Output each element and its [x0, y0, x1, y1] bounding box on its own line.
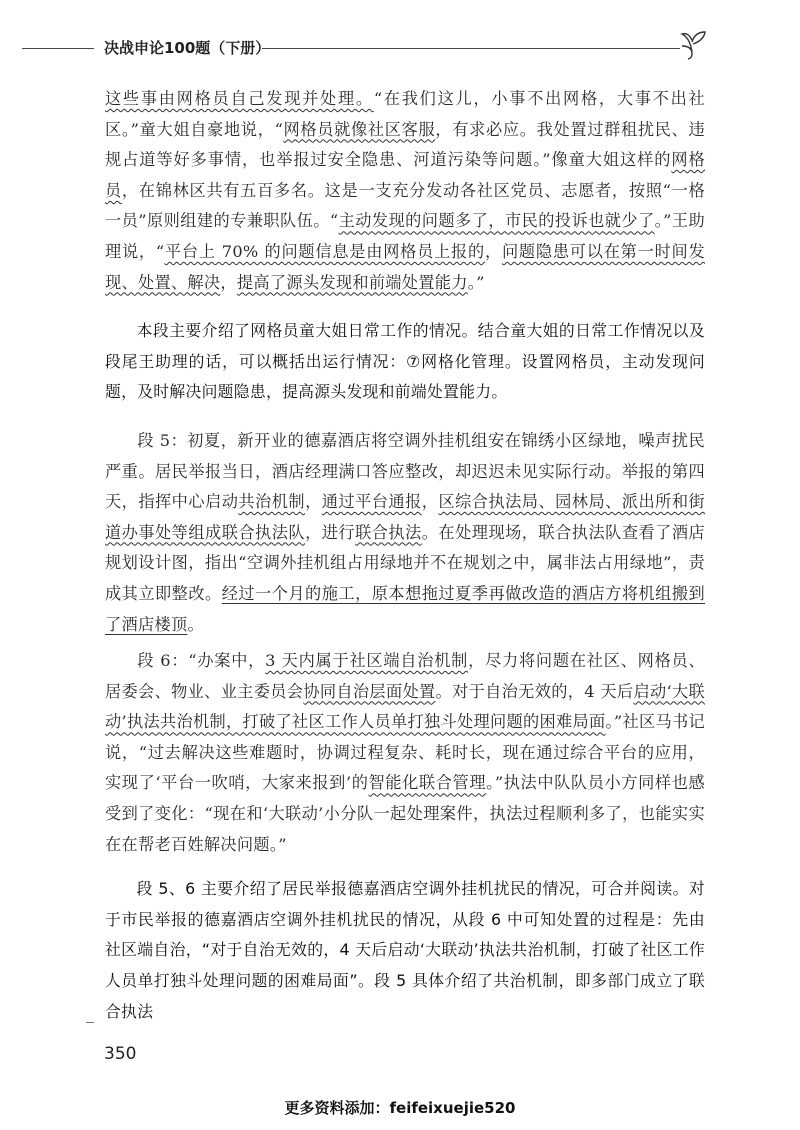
text-run: 本段主要介绍了网格员童大姐日常工作的情况。结合童大姐的日常工作情况以及段尾王助理的话，可以概括出运行情况：⑦网格化管理。设置网格员，主动发现问题，及时解决问题隐患，提高源头发现和前端处置能力。	[105, 321, 705, 402]
underlined-phrase: 3 天内属于社区端自治机制	[265, 651, 469, 671]
page-number: 350	[104, 1044, 137, 1064]
text-run: ，	[220, 272, 237, 292]
page-body	[105, 84, 705, 1027]
text-run: 。	[187, 614, 204, 634]
text-run: ，进行	[305, 522, 356, 542]
text-run: 。”社区马书记说，“过去解决这些难题时，协调过程复杂、耗时长，现在通过综合平台的应用，实现了‘平台一吹哨，大家来报到’的	[105, 712, 705, 793]
text-run: 段 6：“办案中，	[137, 651, 266, 671]
underlined-phrase: 联合执法	[355, 522, 422, 542]
text-run: “在我们这儿，小事不出网格，大事不出社区。”童大姐自豪地说，“	[105, 89, 705, 139]
underlined-phrase: 主动发现的问题多了，市民的投诉也就少了	[338, 211, 655, 231]
underlined-phrase: 通过平台通报	[321, 492, 422, 512]
text-run: 。在处理现场，联合执法队查看了酒店规划设计图，指出“空调外挂机组占用绿地并不在规划之中，属非法占用绿地”，责成其立即整改。	[105, 522, 705, 603]
underlined-phrase: 问题隐患可以在第一时间发现、处置、解决	[105, 241, 705, 292]
underlined-phrase: 启动‘大联动’执法共治机制，打破了社区工作人员单打独斗处理问题的困难局面	[105, 681, 705, 732]
paragraph-p3	[105, 426, 705, 640]
underlined-phrase: 网格员就像社区客服	[283, 119, 436, 139]
footer-note: 更多资料添加：feifeixuejie520	[284, 1099, 516, 1117]
paragraph-p5	[105, 874, 705, 1027]
paragraph-p4	[105, 646, 705, 860]
underlined-phrase: 提高了源头发现和前端处置能力	[236, 272, 468, 292]
underlined-phrase: 网格员	[105, 150, 705, 200]
text-run: ，在锦林区共有五百多名。这是一支充分发动各社区党员、志愿者，按照“一格一员”原则组建的专兼职队伍。“	[105, 180, 705, 231]
paragraph-p1	[105, 84, 705, 298]
underlined-phrase: 区综合执法局、园林局、派出所和街道办事处等组成联合执法队	[105, 492, 705, 542]
margin-mark	[86, 1022, 94, 1023]
text-run: 。对于自治无效的，4 天后	[435, 681, 634, 701]
text-run: 。”王助理说，“	[105, 211, 705, 261]
text-run: 。”	[467, 272, 485, 292]
text-run: 。”执法中队队员小方同样也感受到了变化：“现在和‘大联动’小分队一起处理案件，执法过程顺利多了，也能实实在在帮老百姓解决问题。”	[105, 773, 705, 854]
running-header	[0, 28, 800, 68]
text-run: 段 5：初夏，新开业的德嘉酒店将空调外挂机组安在锦绣小区绿地，噪声扰民严重。居民举报当日，酒店经理满口答应整改，却迟迟未见实际行动。举报的第四天，指挥中心启动	[105, 430, 705, 512]
underlined-phrase: 协同自治层面处置	[303, 681, 436, 701]
header-rule-left	[22, 48, 94, 49]
underlined-phrase: 平台上 70% 的问题信息是由网格员上报的	[164, 241, 485, 261]
header-rule-right	[262, 48, 680, 49]
sprout-icon	[678, 28, 708, 62]
underlined-phrase: 经过一个月的施工，原本想拖过夏季再做改造的酒店方将机组搬到了酒店楼顶	[105, 583, 705, 634]
text-run: ，尽力将问题在社区、网格员、居委会、物业、业主委员会	[105, 651, 706, 701]
text-run: ，	[484, 241, 502, 261]
paragraph-p2	[105, 316, 705, 408]
text-run: ，	[421, 492, 439, 512]
text-run: 段 5、6 主要介绍了居民举报德嘉酒店空调外挂机扰民的情况，可合并阅读。对于市民举报的德嘉酒店空调外挂机扰民的情况，从段 6 中可知处置的过程是：先由社区端自治，“对于自治无效的，4 天后启动‘大联动’执法共治机制，打破了社区工作人员单打独斗处理问题的困难局面”。段 5 具体介绍了共治机制，即多部门成立了联合执法	[105, 879, 705, 1021]
underlined-phrase: 智能化联合管理	[368, 773, 487, 793]
text-run: ，有求必应。我处置过群租扰民、违规占道等好多事情，也举报过安全隐患、河道污染等问题。”像童大姐这样的	[105, 119, 705, 170]
underlined-phrase: 共治机制	[238, 492, 306, 512]
book-title: 决战申论100题（下册）	[104, 39, 271, 57]
text-run: ，	[305, 492, 322, 512]
underlined-phrase: 这些事由网格员自己发现并处理。	[105, 89, 374, 108]
